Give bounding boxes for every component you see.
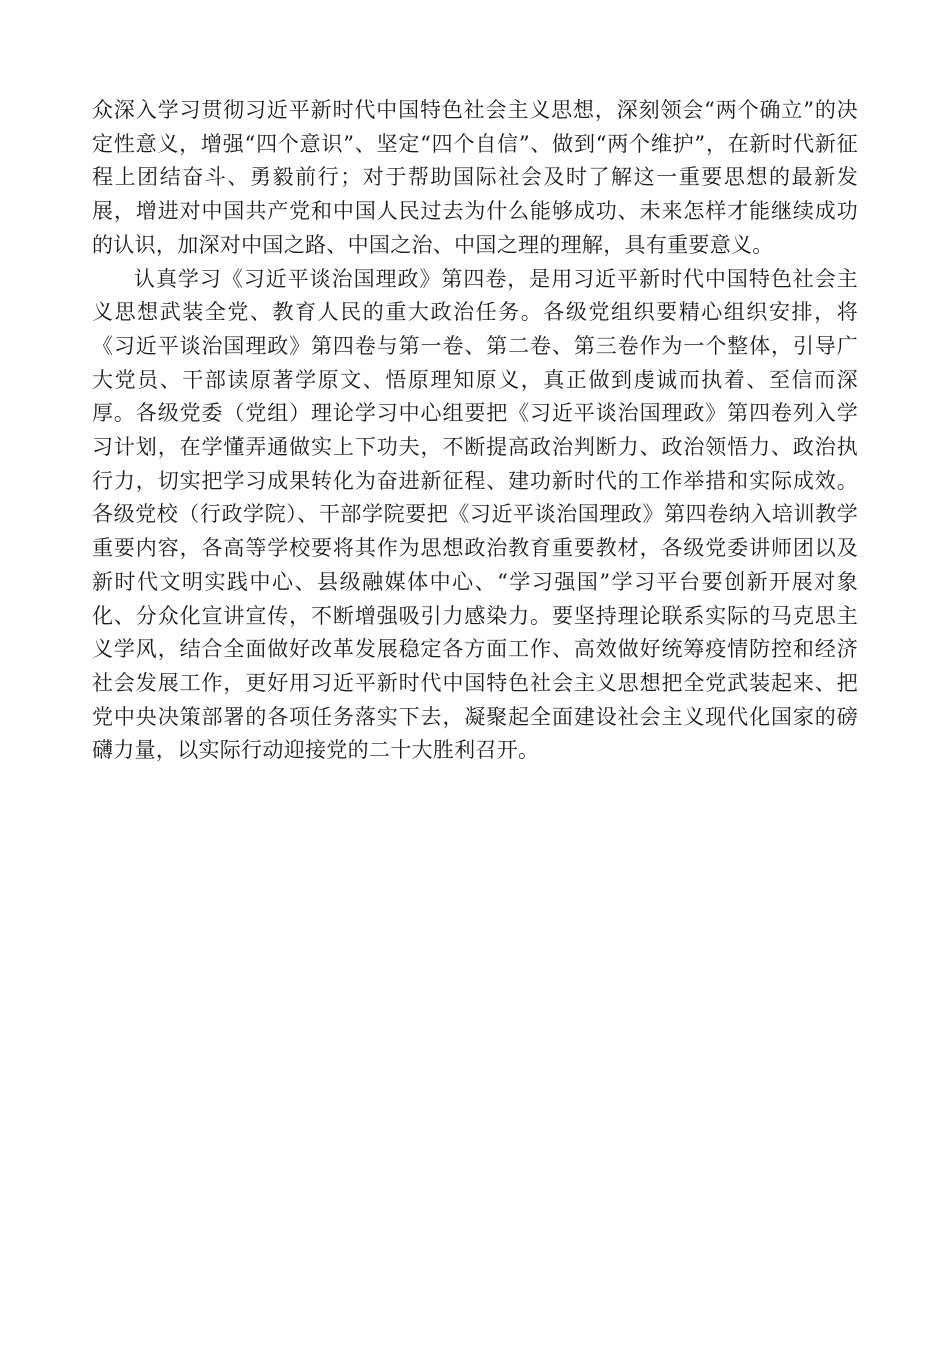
paragraph-continuation: 众深入学习贯彻习近平新时代中国特色社会主义思想，深刻领会“两个确立”的决定性意义，增强“四个意识”、坚定“四个自信”、做到“两个维护”，在新时代新征程上团结奋斗、勇毅前行；对于帮助国际社会及时了解这一重要思想的最新发展，增进对中国共产党和中国人民过去为什么能够成功、未来怎样才能继续成功的认识，加深对中国之路、中国之治、中国之理的理解，具有重要意义。 bbox=[92, 98, 858, 257]
document-body bbox=[92, 94, 858, 768]
paragraph-study-instructions: 认真学习《习近平谈治国理政》第四卷，是用习近平新时代中国特色社会主义思想武装全党、教育人民的重大政治任务。各级党组织要精心组织安排，将《习近平谈治国理政》第四卷与第一卷、第二卷、第三卷作为一个整体，引导广大党员、干部读原著学原文、悟原理知原义，真正做到虔诚而执着、至信而深厚。各级党委（党组）理论学习中心组要把《习近平谈治国理政》第四卷列入学习计划，在学懂弄通做实上下功夫，不断提高政治判断力、政治领悟力、政治执行力，切实把学习成果转化为奋进新征程、建功新时代的工作举措和实际成效。各级党校（行政学院）、干部学院要把《习近平谈治国理政》第四卷纳入培训教学重要内容，各高等学校要将其作为思想政治教育重要教材，各级党委讲师团以及新时代文明实践中心、县级融媒体中心、“学习强国”学习平台要创新开展对象化、分众化宣讲宣传，不断增强吸引力感染力。要坚持理论联系实际的马克思主义学风，结合全面做好改革发展稳定各方面工作、高效做好统筹疫情防控和经济社会发展工作，更好用习近平新时代中国特色社会主义思想把全党武装起来、把党中央决策部署的各项任务落实下去，凝聚起全面建设社会主义现代化国家的磅礴力量，以实际行动迎接党的二十大胜利召开。 bbox=[92, 266, 858, 763]
